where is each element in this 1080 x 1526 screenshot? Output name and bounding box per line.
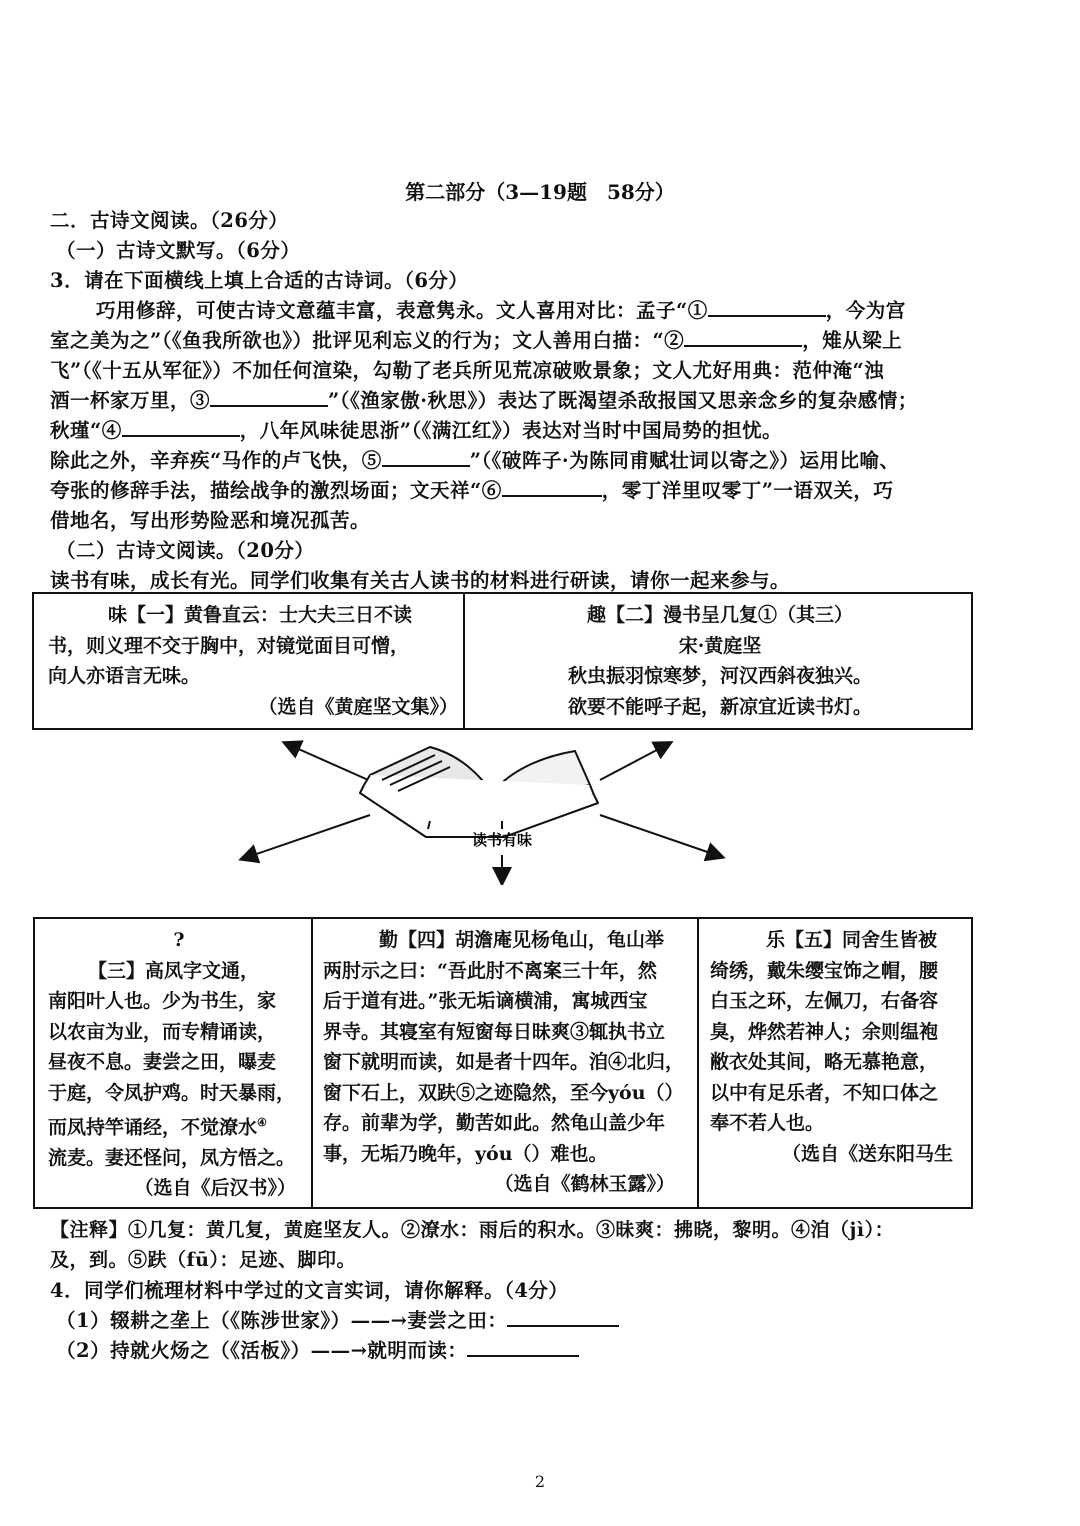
- notes-line-2: 及，到。⑤趺（fū）：足迹、脚印。: [50, 1249, 356, 1271]
- box3-line: 南阳叶人也。少为书生，家: [48, 990, 277, 1012]
- book-diagram: [230, 735, 750, 885]
- box3-line: 【三】高凤字文通，: [88, 959, 260, 982]
- box3-line: 昼夜不息。妻尝之田，曝麦: [48, 1051, 277, 1073]
- box5-line: 乐【五】同舍生皆被: [766, 929, 938, 951]
- box4-source: （选自《鹤林玉露》）: [494, 1173, 675, 1195]
- box1-content: [48, 600, 458, 722]
- box2-line: 秋虫振羽惊寒梦，河汉西斜夜独兴。: [567, 665, 872, 687]
- answer-blank-1[interactable]: [708, 297, 826, 317]
- box3-line: 于庭，令凤护鸡。时天暴雨，: [48, 1081, 296, 1104]
- box2-author: 宋·黄庭坚: [678, 634, 762, 657]
- notes-line-1: 【注释】①几复：黄几复，黄庭坚友人。②潦水：雨后的积水。③昧爽：拂晓，黎明。④洎（jì）：: [50, 1219, 895, 1241]
- q3-text: ，今为宫: [825, 299, 906, 322]
- q3-text: 巧用修辞，可使古诗文意蕴丰富，表意隽永。文人喜用对比：孟子“①: [96, 299, 708, 322]
- arrow-down-left: [242, 815, 370, 859]
- q3-text: 酒一杯家万里，③: [50, 389, 211, 412]
- q3-text: 夸张的修辞手法，描绘战争的激烈场面；文天祥“⑥: [50, 479, 502, 502]
- q3-line-1: [96, 295, 906, 323]
- box5-source: （选自《送东阳马生: [782, 1142, 954, 1165]
- q4-item-2: [56, 1335, 579, 1363]
- q3-line-4: [50, 385, 918, 413]
- box5-line: 以中有足乐者，不知口体之: [710, 1081, 939, 1104]
- q3-text: 室之美为之”（《鱼我所欲也》）批评见利忘义的行为；文人善用白描：“②: [50, 329, 685, 352]
- box1-line: 向人亦语言无味。: [48, 665, 201, 687]
- box1-line: 味【一】黄鲁直云：士大夫三日不读: [108, 604, 413, 626]
- answer-blank-4[interactable]: [122, 417, 240, 437]
- center-label: 读书有味: [471, 831, 533, 849]
- q3-line-8: 借地名，写出形势险恶和境况孤苦。: [50, 509, 371, 532]
- box3-line: 流麦。妻还怪问，凤方悟之。: [48, 1146, 296, 1169]
- question-4-heading: 4．同学们梳理材料中学过的文言实词，请你解释。（4分）: [50, 1279, 569, 1302]
- q4-answer-blank-2[interactable]: [467, 1337, 579, 1357]
- q3-line-3: 飞”（《十五从军征》）不加任何渲染，勾勒了老兵所见荒凉破败景象；文人尤好用典：范仲淹“浊: [50, 359, 885, 382]
- q3-text: ，雉从梁上: [802, 329, 903, 352]
- box4-line: 存。前辈为学，勤苦如此。然龟山盖少年: [323, 1112, 666, 1134]
- q3-text: ，零丁洋里叹零丁”一语双关，巧: [601, 479, 894, 502]
- q3-line-7: [50, 475, 893, 503]
- answer-blank-3[interactable]: [210, 387, 328, 407]
- box5-line: 绮绣，戴朱缨宝饰之帽，腰: [710, 959, 939, 982]
- subsection-two-heading: （二）古诗文阅读。（20分）: [56, 539, 315, 562]
- part-two-heading: 二．古诗文阅读。（26分）: [50, 209, 289, 232]
- box4-line: 窗下就明而读，如是者十四年。洎④北归，: [323, 1051, 685, 1073]
- section-title: 第二部分（3—19题 58分）: [405, 180, 675, 204]
- answer-blank-6[interactable]: [502, 477, 602, 497]
- q3-text: 秋瑾“④: [50, 419, 122, 442]
- question-3-heading: 3．请在下面横线上填上合适的古诗词。（6分）: [50, 269, 469, 292]
- box2-title: 趣【二】漫书呈几复①（其三）: [586, 604, 853, 626]
- box5-content: [710, 925, 972, 1169]
- box3-question-mark: ?: [173, 929, 185, 951]
- box5-line: 敝衣处其间，略无慕艳意，: [710, 1051, 939, 1073]
- reading-intro: 读书有味，成长有光。同学们收集有关古人读书的材料进行研读，请你一起来参与。: [50, 569, 791, 592]
- q3-text: ”（《渔家傲·秋思》）表达了既渴望杀敌报国又思亲念乡的复杂感情；: [328, 389, 918, 412]
- q3-text: ，八年风味徒思浙”（《满江红》）表达对当时中国局势的担忧。: [239, 419, 783, 442]
- q3-line-5: [50, 415, 782, 443]
- q4-item-text: （1）辍耕之垄上（《陈涉世家》）——→妻尝之田：: [56, 1309, 508, 1332]
- q3-text: ”（《破阵子·为陈同甫赋壮词以寄之》）运用比喻、: [469, 449, 900, 472]
- box3-line: [48, 1108, 310, 1143]
- q3-line-6: [50, 445, 899, 473]
- box3-source: （选自《后汉书》）: [134, 1177, 296, 1200]
- box4-content: [323, 925, 693, 1200]
- open-book-icon: [360, 747, 598, 837]
- box3-line: 以农亩为业，而专精诵读，: [48, 1020, 277, 1043]
- box4-line: 后于道有进。”张无垢谪横浦，寓城西宝: [323, 990, 648, 1012]
- arrow-up-left: [285, 743, 375, 783]
- answer-blank-2[interactable]: [684, 327, 802, 347]
- note-marker: ④: [257, 1116, 267, 1129]
- arrow-up-right: [600, 743, 670, 780]
- box1-line: 书，则义理不交于胸中，对镜觉面目可憎，: [48, 634, 410, 657]
- page-number: 2: [534, 1472, 546, 1491]
- q3-text: 除此之外，辛弃疾“马作的卢飞快，⑤: [50, 449, 382, 472]
- box4-line: 界寺。其寝室有短窗每日昧爽③辄执书立: [323, 1020, 666, 1043]
- answer-blank-5[interactable]: [382, 447, 470, 467]
- subsection-one-heading: （一）古诗文默写。（6分）: [56, 239, 301, 262]
- box1-source: （选自《黄庭坚文集》）: [258, 695, 458, 718]
- box2-content: [470, 600, 970, 722]
- q4-item-text: （2）持就火炀之（《活板》）——→就明而读：: [56, 1339, 468, 1362]
- box2-line: 欲要不能呼子起，新凉宜近读书灯。: [567, 695, 872, 718]
- box3-content: [48, 925, 310, 1204]
- arrow-down-right: [600, 815, 722, 857]
- box4-line: 两肘示之曰：“吾此肘不离案三十年，然: [323, 959, 657, 982]
- box5-line: 白玉之环，左佩刀，右备容: [710, 990, 939, 1012]
- box4-line: 窗下石上，双趺⑤之迹隐然，至今yóu（）: [323, 1081, 684, 1104]
- q3-line-2: [50, 325, 902, 353]
- q4-item-1: [56, 1305, 619, 1333]
- box3-text: 而凤持竿诵经，不觉潦水: [48, 1116, 258, 1139]
- box5-line: 奉不若人也。: [710, 1112, 825, 1134]
- box4-line: 事，无垢乃晚年，yóu（）难也。: [323, 1142, 608, 1165]
- box5-line: 臭，烨然若神人；余则缊袍: [710, 1020, 939, 1043]
- box4-line: 勤【四】胡澹庵见杨龟山，龟山举: [379, 929, 665, 951]
- q4-answer-blank-1[interactable]: [507, 1307, 619, 1327]
